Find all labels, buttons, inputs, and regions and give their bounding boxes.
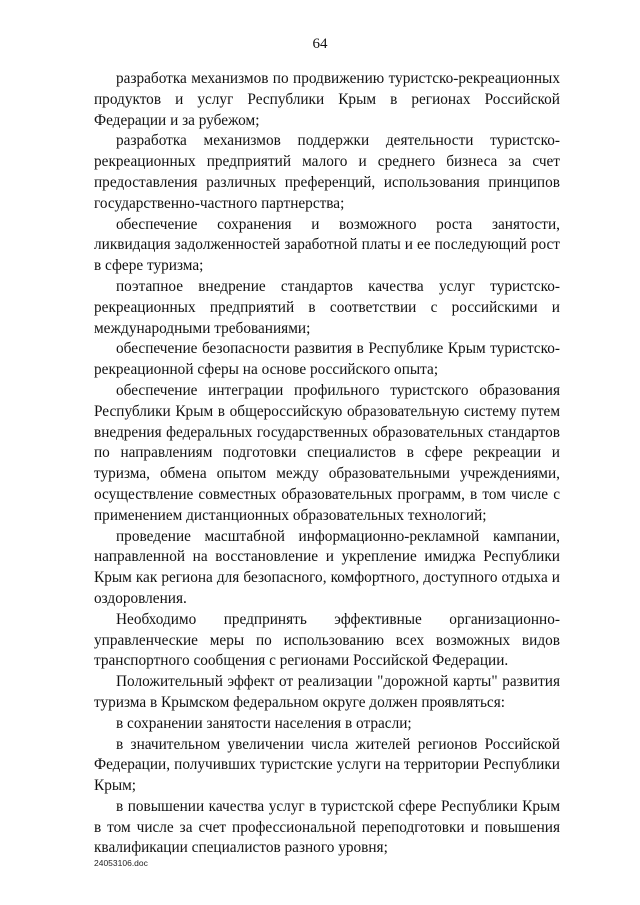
paragraph: Необходимо предпринять эффективные организационно-управленческие меры по использованию всех возможных видов транспортного сообщения с регионами Российской Федерации. <box>94 610 560 670</box>
paragraph: Положительный эффект от реализации "дорожной карты" развития туризма в Крымском федеральном округе должен проявляться: <box>94 673 560 711</box>
paragraph: в повышении качества услуг в туристской сфере Республики Крым в том числе за счет профессиональной переподготовки и повышения квалификации специалистов разного уровня; <box>94 797 560 857</box>
paragraph: проведение масштабной информационно-рекламной кампании, направленной на восстановление и укрепление имиджа Республики Крым как региона для безопасного, комфортного, доступного отдыха и оздоровления. <box>94 527 560 607</box>
page-number: 64 <box>312 36 328 52</box>
paragraph: разработка механизмов по продвижению туристско-рекреационных продуктов и услуг Республики Крым в регионах Российской Федерации и за рубежом; <box>94 70 560 129</box>
paragraph: в сохранении занятости населения в отрасли; <box>116 714 412 732</box>
paragraph: обеспечение безопасности развития в Республике Крым туристско-рекреационной сферы на основе российского опыта; <box>94 340 560 379</box>
paragraph: в значительном увеличении числа жителей регионов Российской Федерации, получивших туристские услуги на территории Республики Крым; <box>94 735 560 795</box>
paragraph: обеспечение сохранения и возможного роста занятости, ликвидация задолженностей заработной платы и ее последующий рост в сфере туризма; <box>94 215 560 275</box>
document-file-code: 24053106.doc <box>94 858 148 868</box>
paragraph: разработка механизмов поддержки деятельности туристско-рекреационных предприятий малого и среднего бизнеса за счет предоставления различных преференций, использования принципов государственно-частного партнерства; <box>94 132 560 212</box>
paragraph: обеспечение интеграции профильного туристского образования Республики Крым в общероссийскую образовательную систему путем внедрения федеральных государственных образовательных стандартов по направлениям подготовки специалистов в сфере рекреации и туризма, обмена опытом между образовательными учреждениями, осуществление совместных образовательных программ, в том числе с применением дистанционных образовательных технологий; <box>94 381 560 524</box>
paragraph: поэтапное внедрение стандартов качества услуг туристско-рекреационных предприятий в соответствии с российскими и международными требованиями; <box>94 277 560 337</box>
document-body <box>94 69 560 859</box>
